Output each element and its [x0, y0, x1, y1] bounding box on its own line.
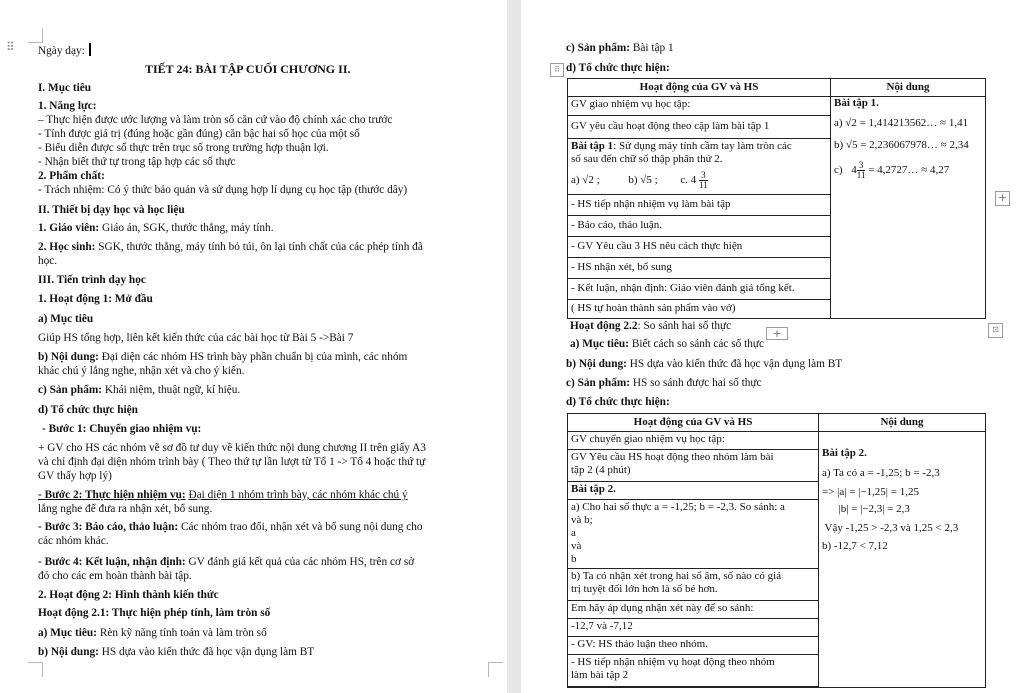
lesson-title: TIẾT 24: BÀI TẬP CUỐI CHƯƠNG II. — [145, 62, 351, 76]
nang-luc-item: – Thực hiện được ước lượng và làm tròn số căn cứ vào độ chính xác cho trước — [38, 114, 393, 126]
san-pham-line: c) Sản phẩm: Bài tập 1 — [566, 42, 674, 54]
bai-tap-1-b: b) √5 = 2,236067978… ≈ 2,34 — [834, 139, 969, 151]
gv-cell — [568, 97, 831, 319]
table-row: GV giao nhiệm vụ học tập: — [568, 97, 830, 116]
bai-tap-2-line: Vậy -1,25 > -2,3 và 1,25 < 2,3 — [822, 522, 959, 534]
crop-mark — [28, 662, 43, 677]
muc-tieu-2-line: a) Mục tiêu: Rèn kỹ năng tính toán và làm tròn số — [38, 627, 267, 639]
buoc-1-label: - Bước 1: Chuyển giao nhiệm vụ: — [42, 423, 202, 435]
hoc-sinh-line: 2. Học sinh: SGK, thước thẳng, máy tính bỏ túi, ôn lại tính chất của các phép tính đã — [38, 241, 423, 253]
heading-hoat-dong-2-2: Hoạt động 2.2: So sánh hai số thực — [570, 320, 732, 332]
san-pham-line: c) Sản phẩm: Khái niệm, thuật ngữ, kí hiệu. — [38, 384, 241, 396]
nang-luc-item: - Biểu diễn được số thực trên trục số trong trường hợp thuận lợi. — [38, 142, 329, 154]
table-row: a) Cho hai số thực a = -1,25; b = -2,3. So sánh: a và b; a và b — [568, 500, 818, 569]
bai-tap-2-title: Bài tập 2. — [822, 447, 867, 459]
right-page — [521, 0, 1018, 693]
bai-tap-2-line: b) -12,7 < 7,12 — [822, 540, 888, 552]
heading-muc-tieu: I. Mục tiêu — [38, 82, 92, 94]
table-header-gv: Hoạt động của GV và HS — [568, 414, 819, 432]
table-row: Bài tập 1: Sử dụng máy tính cầm tay làm tròn các số sau đến chữ số thập phân thứ 2. a) √2 ; b) √5 ; c. 4 $\frac{3}{11}$ — [568, 139, 830, 195]
heading-hoat-dong-1: 1. Hoạt động 1: Mở đầu — [38, 293, 153, 305]
to-chuc-2-label: d) Tổ chức thực hiện: — [566, 396, 670, 408]
table-row: Em hãy áp dụng nhận xét này để so sánh: — [568, 601, 818, 619]
noi-dung-line-2: khác chú ý lắng nghe, nhận xét và cho ý kiến. — [38, 365, 245, 377]
pham-chat-item: - Trách nhiệm: Có ý thức bảo quản và sử dụng hợp lí dụng cụ học tập (thước dây) — [38, 184, 408, 196]
nd-cell — [831, 97, 986, 319]
activity-table-1 — [567, 78, 986, 319]
table-row: GV Yêu cầu HS hoạt động theo nhóm làm bài tập 2 (4 phút) — [568, 450, 818, 482]
bai-tap-1-title: Bài tập 1. — [834, 97, 879, 109]
table-row: - GV Yêu cầu 3 HS nêu cách thực hiện — [568, 237, 830, 258]
table-row: b) Ta có nhận xét trong hai số âm, số nào có giá trị tuyệt đối lớn hơn là số bé hơn. — [568, 569, 818, 601]
noi-dung-line: b) Nội dung: Đại diện các nhóm HS trình bày phần chuẩn bị của mình, các nhóm — [38, 351, 408, 363]
activity-table-2 — [567, 413, 986, 688]
heading-hoat-dong-2: 2. Hoạt động 2: Hình thành kiến thức — [38, 589, 219, 601]
nang-luc-item: - Nhận biết thứ tự trong tập hợp các số thực — [38, 156, 236, 168]
san-pham-2-line: c) Sản phẩm: HS so sánh được hai số thực — [566, 377, 762, 389]
buoc-4-line: - Bước 4: Kết luận, nhận định: GV đánh giá kết quả của các nhóm HS, trên cơ sở — [38, 556, 415, 568]
crop-mark — [488, 662, 503, 677]
bai-tap-2-line: => |a| = |−1,25| = 1,25 — [822, 486, 919, 498]
heading-nang-luc: 1. Năng lực: — [38, 100, 97, 112]
plus-icon[interactable]: + — [995, 191, 1010, 206]
nang-luc-item: - Tính được giá trị (đúng hoặc gần đúng) căn bậc hai số học của một số — [38, 128, 360, 140]
heading-tien-trinh: III. Tiến trình dạy học — [38, 274, 146, 286]
crop-mark — [28, 28, 43, 43]
table-row: ( HS tự hoàn thành sản phẩm vào vở) — [571, 302, 736, 314]
fraction: $\frac{3}{11}$ — [699, 170, 708, 190]
table-row: - HS tiếp nhận nhiệm vụ làm bài tập — [568, 195, 830, 216]
buoc-4-line-2: đó cho các em hoàn thành bài tập. — [38, 570, 192, 582]
table-header-nd: Nội dung — [819, 414, 986, 432]
to-chuc-label: d) Tổ chức thực hiện — [38, 404, 138, 416]
heading-hoat-dong-2-1: Hoạt động 2.1: Thực hiện phép tính, làm tròn số — [38, 607, 271, 619]
hoc-sinh-line-2: học. — [38, 255, 58, 267]
buoc-1-text: + GV cho HS các nhóm vẽ sơ đồ tư duy về kiến thức nội dung chương II trên giấy A3 — [38, 442, 426, 454]
heading-pham-chat: 2. Phẩm chất: — [38, 170, 105, 182]
buoc-1-text: và chỉ định đại diện nhóm trình bày ( Theo thứ tự lần lượt từ Tổ 1 -> Tổ 4 hoặc thứ tự — [38, 456, 426, 468]
bai-tap-2-line: a) Ta có a = -1,25; b = -2,3 — [822, 467, 940, 479]
muc-tieu-text: Giúp HS tổng hợp, liên kết kiến thức của các bài học từ Bài 5 ->Bài 7 — [38, 332, 354, 344]
table-row: - GV: HS thảo luận theo nhóm. — [568, 637, 818, 655]
table-header-gv: Hoạt động của GV và HS — [568, 79, 831, 97]
buoc-1-text: GV thấy hợp lý) — [38, 470, 112, 482]
muc-tieu-label: a) Mục tiêu — [38, 313, 94, 325]
table-row: - HS tiếp nhận nhiệm vụ hoạt động theo nhóm làm bài tập 2 — [568, 655, 818, 687]
add-row-icon[interactable]: + — [766, 327, 788, 340]
text-cursor — [89, 43, 91, 56]
table-row: -12,7 và -7,12 — [568, 619, 818, 637]
heading-thiet-bi: II. Thiết bị dạy học và học liệu — [38, 204, 185, 216]
drag-handle-icon[interactable]: ⠿ — [6, 40, 15, 54]
buoc-2-line-2: lắng nghe để đưa ra nhận xét, bổ sung. — [38, 503, 213, 515]
table-row: - Báo cáo, thảo luận. — [568, 216, 830, 237]
layout-options-icon[interactable]: ⊡ — [988, 323, 1003, 338]
bai-tap-2-line: |b| = |−2,3| = 2,3 — [822, 503, 910, 515]
to-chuc-label: d) Tổ chức thực hiện: — [566, 62, 670, 74]
move-handle-icon[interactable]: ⠿ — [550, 63, 564, 77]
noi-dung-line: b) Nội dung: HS dựa vào kiến thức đã học vận dụng làm BT — [566, 358, 843, 370]
left-page — [0, 0, 507, 693]
buoc-3-line: - Bước 3: Báo cáo, thảo luận: Các nhóm trao đổi, nhận xét và bổ sung nội dung cho — [38, 521, 423, 533]
table-row: GV yêu cầu hoạt động theo cặp làm bài tập 1 — [568, 116, 830, 139]
table-row: - HS nhận xét, bổ sung — [568, 258, 830, 279]
muc-tieu-line: a) Mục tiêu: Biết cách so sánh các số thực — [570, 338, 765, 350]
table-row: Bài tập 2. — [568, 482, 818, 500]
table-row: GV chuyển giao nhiệm vụ học tập: — [568, 432, 818, 450]
table-row: - Kết luận, nhận định: Giáo viên đánh giá tổng kết. — [568, 279, 830, 300]
buoc-3-line-2: các nhóm khác. — [38, 535, 109, 547]
buoc-2-line: - Bước 2: Thực hiện nhiệm vụ: Đại diện 1 nhóm trình bày, các nhóm khác chú ý — [38, 489, 408, 501]
gv-cell — [568, 432, 819, 688]
noi-dung-2-line: b) Nội dung: HS dựa vào kiến thức đã học vận dụng làm BT — [38, 646, 315, 658]
bai-tap-1-c: c) 4 $\frac{3}{11}$ = 4,2727… ≈ 4,27 — [834, 160, 950, 180]
date-line[interactable]: Ngày dạy: — [38, 43, 91, 58]
bai-tap-1-a: a) √2 = 1,414213562… ≈ 1,41 — [834, 117, 969, 129]
giao-vien-line: 1. Giáo viên: Giáo án, SGK, thước thẳng, máy tính. — [38, 222, 274, 234]
table-header-nd: Nội dung — [831, 79, 986, 97]
nd-cell — [819, 432, 986, 688]
